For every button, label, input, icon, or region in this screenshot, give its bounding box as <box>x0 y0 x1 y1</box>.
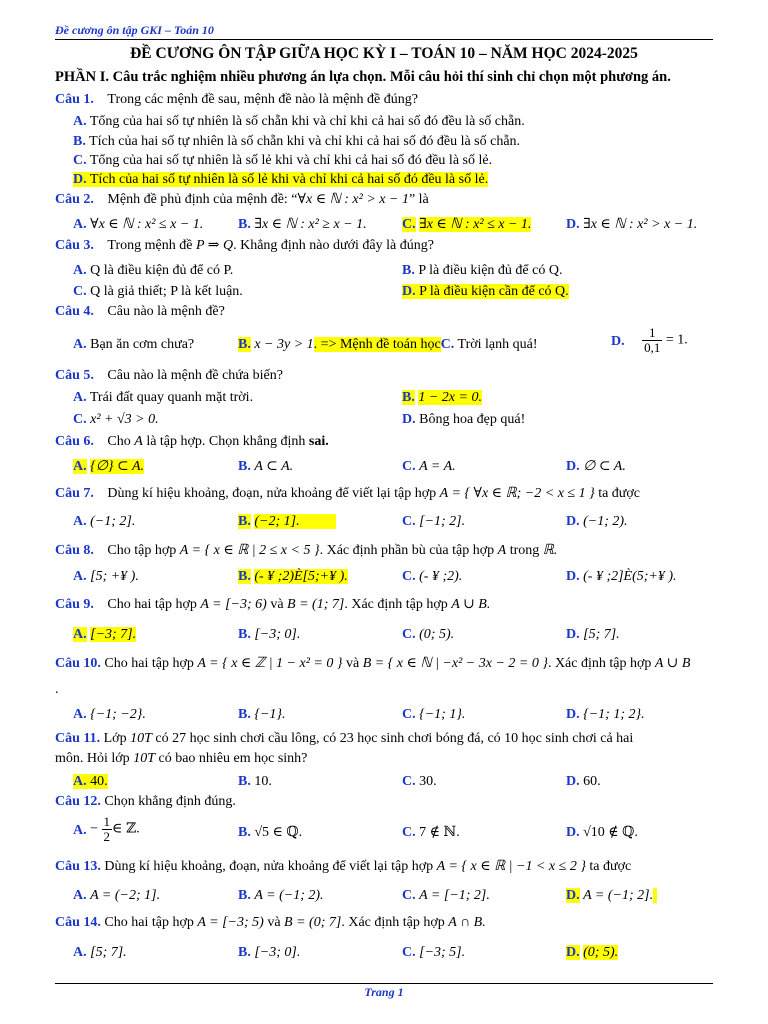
q6-option-b: B. A ⊂ A. <box>238 459 294 474</box>
q12-option-d: D. √10 ∉ ℚ. <box>566 825 638 840</box>
q13-option-a: A. A = (−2; 1]. <box>73 888 161 903</box>
page-header: Đề cương ôn tập GKI – Toán 10 <box>55 23 214 37</box>
q2-option-c: C. ∃x ∈ ℕ : x² ≤ x − 1. <box>402 217 532 232</box>
question-14: Câu 14. Cho hai tập hợp A = [−3; 5) và B = (0; 7]. Xác định tập hợp A ∩ B. <box>55 915 486 930</box>
q3-option-c: C. Q là giả thiết; P là kết luận. <box>73 284 243 299</box>
q1-option-a: A. Tổng của hai số tự nhiên là số chẵn khi và chỉ khi cả hai số đó đều là số chẵn. <box>73 114 525 129</box>
header-divider <box>55 39 713 40</box>
q9-option-a: A. [−3; 7]. <box>73 627 137 642</box>
q8-option-a: A. [5; +¥ ). <box>73 569 139 584</box>
question-10-tail: . <box>55 682 59 697</box>
q9-option-c: C. (0; 5). <box>402 627 455 642</box>
q5-option-b: B. 1 − 2x = 0. <box>402 390 482 405</box>
q6-option-c: C. A = A. <box>402 459 456 474</box>
q4-option-a: A. Bạn ăn cơm chưa? <box>73 337 195 352</box>
q1-option-d: D. Tích của hai số tự nhiên là số lẻ khi và chỉ khi cả hai số đó đều là số lẻ. <box>73 172 489 187</box>
q1-option-c: C. Tổng của hai số tự nhiên là số lẻ khi và chỉ khi cả hai số đó đều là số lẻ. <box>73 153 493 168</box>
q13-option-d: D. A = (−1; 2]. <box>566 887 657 904</box>
q9-option-b: B. [−3; 0]. <box>238 627 301 642</box>
q14-option-c: C. [−3; 5]. <box>402 945 466 960</box>
question-13: Câu 13. Dùng kí hiệu khoảng, đoạn, nửa khoảng để viết lại tập hợp A = { x ∈ ℝ | −1 < x ≤ 2 } ta được <box>55 859 632 874</box>
q12-option-c: C. 7 ∉ ℕ. <box>402 825 460 840</box>
question-8: Câu 8. Cho tập hợp A = { x ∈ ℝ | 2 ≤ x < 5 }. Xác định phần bù của tập hợp A trong ℝ. <box>55 543 558 558</box>
q6-option-a: A. {∅} ⊂ A. <box>73 459 145 474</box>
question-5: Câu 5. Câu nào là mệnh đề chứa biến? <box>55 368 283 383</box>
q5-option-c: C. x² + √3 > 0. <box>73 412 159 427</box>
question-12: Câu 12. Chọn khẳng định đúng. <box>55 794 236 809</box>
q10-option-a: A. {−1; −2}. <box>73 707 146 722</box>
q4-option-d: D. $\frac{1}{0,1}$ = 1. <box>611 325 688 355</box>
page-footer: Trang 1 <box>364 985 404 999</box>
question-number: Câu 1. <box>55 92 94 107</box>
question-7: Câu 7. Dùng kí hiệu khoảng, đoạn, nửa khoảng để viết lại tập hợp A = { ∀x ∈ ℝ; −2 < x ≤ 1 } ta được <box>55 486 640 501</box>
question-11-line2: môn. Hỏi lớp 10T có bao nhiêu em học sinh? <box>55 751 308 766</box>
q10-option-d: D. {−1; 1; 2}. <box>566 707 645 722</box>
q12-option-b: B. √5 ∈ ℚ. <box>238 825 303 840</box>
q14-option-b: B. [−3; 0]. <box>238 945 301 960</box>
q8-option-b: B. (- ¥ ;2)È[5;+¥ ). <box>238 569 348 584</box>
q11-option-d: D. 60. <box>566 774 601 789</box>
q3-option-a: A. Q là điều kiện đủ để có P. <box>73 263 234 278</box>
question-4: Câu 4. Câu nào là mệnh đề? <box>55 304 225 319</box>
q10-option-c: C. {−1; 1}. <box>402 707 466 722</box>
question-2: Câu 2. Mệnh đề phủ định của mệnh đề: “∀x ∈ ℕ : x² > x − 1” là <box>55 192 429 207</box>
q3-option-b: B. P là điều kiện đủ để có Q. <box>402 263 563 278</box>
q2-option-b: B. ∃x ∈ ℕ : x² ≥ x − 1. <box>238 217 367 232</box>
q8-option-c: C. (- ¥ ;2). <box>402 569 463 584</box>
question-10: Câu 10. Cho hai tập hợp A = { x ∈ ℤ | 1 − x² = 0 } và B = { x ∈ ℕ | −x² − 3x − 2 = 0 }. Xác định tập hợp A ∪ B <box>55 656 691 671</box>
q7-option-c: C. [−1; 2]. <box>402 514 466 529</box>
question-1 <box>55 91 418 108</box>
fraction: $\frac{1}{2}$ <box>103 814 111 844</box>
q8-option-d: D. (- ¥ ;2]È(5;+¥ ). <box>566 569 677 584</box>
q9-option-d: D. [5; 7]. <box>566 627 620 642</box>
q2-option-a: A. ∀x ∈ ℕ : x² ≤ x − 1. <box>73 217 204 232</box>
q11-option-c: C. 30. <box>402 774 437 789</box>
question-11: Câu 11. Lớp 10T có 27 học sinh chơi cầu lông, có 23 học sinh chơi bóng đá, có 10 học sinh chơi cả hai <box>55 731 634 746</box>
q2-option-d: D. ∃x ∈ ℕ : x² > x − 1. <box>566 217 698 232</box>
q13-option-b: B. A = (−1; 2). <box>238 888 324 903</box>
q7-option-d: D. (−1; 2). <box>566 514 628 529</box>
q5-option-d: D. Bông hoa đẹp quá! <box>402 412 526 427</box>
q6-option-d: D. ∅ ⊂ A. <box>566 459 626 474</box>
question-6: Câu 6. Cho A là tập hợp. Chọn khẳng định sai. <box>55 434 329 449</box>
fraction: $\frac{1}{0,1}$ <box>644 325 661 355</box>
q11-option-a: A. 40. <box>73 774 108 789</box>
question-text: Trong các mệnh đề sau, mệnh đề nào là mệnh đề đúng? <box>107 92 418 107</box>
q12-option-a: A. − $\frac{1}{2}$ ∈ ℤ. <box>73 814 140 844</box>
question-3: Câu 3. Trong mệnh đề P ⇒ Q. Khẳng định nào dưới đây là đúng? <box>55 238 434 253</box>
footer-divider <box>55 983 713 984</box>
q7-option-b: B. (−2; 1]. <box>238 513 336 530</box>
q3-option-d: D. P là điều kiện cần để có Q. <box>402 284 569 299</box>
question-9: Câu 9. Cho hai tập hợp A = [−3; 6) và B = (1; 7]. Xác định tập hợp A ∪ B. <box>55 597 491 612</box>
q4-option-b: B. x − 3y > 1. => Mệnh đề toán họcC. Trời lạnh quá! <box>238 337 538 352</box>
q7-option-a: A. (−1; 2]. <box>73 514 136 529</box>
part-heading: PHẦN I. Câu trắc nghiệm nhiều phương án lựa chọn. Mỗi câu hỏi thí sinh chỉ chọn một phương án. <box>55 69 671 85</box>
page-title: ĐỀ CƯƠNG ÔN TẬP GIỮA HỌC KỲ I – TOÁN 10 – NĂM HỌC 2024-2025 <box>130 45 638 62</box>
q5-option-a: A. Trái đất quay quanh mặt trời. <box>73 390 254 405</box>
q14-option-a: A. [5; 7]. <box>73 945 127 960</box>
q1-option-b: B. Tích của hai số tự nhiên là số chẵn khi và chỉ khi cả hai số đó đều là số chẵn. <box>73 134 521 149</box>
q13-option-c: C. A = [−1; 2]. <box>402 888 490 903</box>
q10-option-b: B. {−1}. <box>238 707 286 722</box>
q14-option-d: D. (0; 5). <box>566 945 619 960</box>
q11-option-b: B. 10. <box>238 774 272 789</box>
